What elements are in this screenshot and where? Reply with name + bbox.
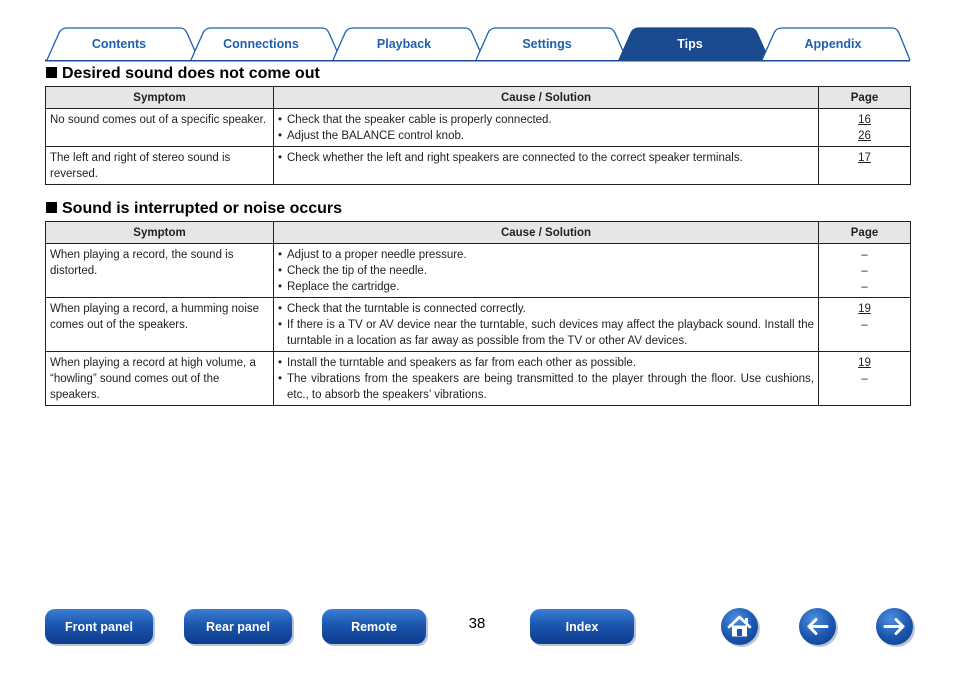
- cause-item: • Check that the turntable is connected correctly.: [278, 301, 814, 317]
- table-row: [46, 244, 911, 298]
- table-header-row: [46, 222, 911, 244]
- cause-item: • The vibrations from the speakers are being transmitted to the player through the floor. Use cushions, etc., to absorb the speakers’ vibrations.: [278, 371, 814, 403]
- page-value: –: [861, 281, 868, 293]
- page-value: –: [861, 265, 868, 277]
- column-header-page: Page: [819, 87, 911, 109]
- page-link[interactable]: 19: [858, 357, 871, 369]
- back-button[interactable]: [799, 608, 836, 645]
- page-cell: [819, 352, 911, 406]
- square-bullet-icon: [46, 67, 57, 78]
- cause-cell: [274, 298, 819, 352]
- page-value: –: [861, 319, 868, 331]
- symptom-cell: The left and right of stereo sound is reversed.: [46, 147, 274, 185]
- tab-playback[interactable]: Playback: [376, 37, 432, 51]
- page-link[interactable]: 17: [858, 152, 871, 164]
- cause-item: • Adjust the BALANCE control knob.: [278, 128, 814, 144]
- page-cell: [819, 244, 911, 298]
- page-link[interactable]: 26: [858, 130, 871, 142]
- home-button[interactable]: [721, 608, 758, 645]
- tab-connections[interactable]: Connections: [223, 37, 299, 51]
- home-icon: [721, 608, 758, 645]
- cause-item: • Check the tip of the needle.: [278, 263, 814, 279]
- page-number: 38: [468, 615, 486, 632]
- column-header-page: Page: [819, 222, 911, 244]
- front-panel-button[interactable]: Front panel: [45, 609, 153, 644]
- cause-cell: [274, 352, 819, 406]
- page-value: –: [861, 373, 868, 385]
- page-value: –: [861, 249, 868, 261]
- symptom-cell: When playing a record, the sound is distorted.: [46, 244, 274, 298]
- cause-cell: [274, 109, 819, 147]
- tab-contents[interactable]: Contents: [91, 37, 147, 51]
- cause-item: • If there is a TV or AV device near the turntable, such devices may affect the playback sound. Install the turntable in a location as far away as possible from the TV or other AV devices.: [278, 317, 814, 349]
- cause-item: • Replace the cartridge.: [278, 279, 814, 295]
- symptom-cell: No sound comes out of a specific speaker.: [46, 109, 274, 147]
- page-cell: [819, 109, 911, 147]
- troubleshooting-table: [45, 221, 911, 406]
- forward-button[interactable]: [876, 608, 913, 645]
- table-row: [46, 352, 911, 406]
- index-button[interactable]: Index: [530, 609, 634, 644]
- tab-tips[interactable]: Tips: [677, 37, 703, 51]
- section-title-text: Desired sound does not come out: [62, 65, 320, 82]
- table-header-row: [46, 87, 911, 109]
- forward-arrow-icon: [876, 608, 913, 645]
- table-row: [46, 109, 911, 147]
- page-link[interactable]: 19: [858, 303, 871, 315]
- table-row: [46, 298, 911, 352]
- column-header-symptom: Symptom: [46, 87, 274, 109]
- back-arrow-icon: [799, 608, 836, 645]
- column-header-symptom: Symptom: [46, 222, 274, 244]
- column-header-cause: Cause / Solution: [274, 87, 819, 109]
- cause-item: • Install the turntable and speakers as far from each other as possible.: [278, 355, 814, 371]
- square-bullet-icon: [46, 202, 57, 213]
- symptom-cell: When playing a record at high volume, a “howling” sound comes out of the speakers.: [46, 352, 274, 406]
- tab-settings[interactable]: Settings: [522, 37, 572, 51]
- page-cell: [819, 298, 911, 352]
- symptom-cell: When playing a record, a humming noise comes out of the speakers.: [46, 298, 274, 352]
- tab-shapes: [0, 0, 954, 64]
- cause-item: • Adjust to a proper needle pressure.: [278, 247, 814, 263]
- section-heading: [46, 64, 320, 84]
- page-cell: [819, 147, 911, 185]
- column-header-cause: Cause / Solution: [274, 222, 819, 244]
- tab-appendix[interactable]: Appendix: [804, 37, 862, 51]
- table-row: [46, 147, 911, 185]
- cause-cell: [274, 244, 819, 298]
- page-link[interactable]: 16: [858, 114, 871, 126]
- rear-panel-button[interactable]: Rear panel: [184, 609, 292, 644]
- section-title-text: Sound is interrupted or noise occurs: [62, 200, 343, 217]
- tab-bar: [0, 0, 954, 64]
- troubleshooting-table: [45, 86, 911, 185]
- cause-cell: [274, 147, 819, 185]
- remote-button[interactable]: Remote: [322, 609, 426, 644]
- cause-item: • Check whether the left and right speakers are connected to the correct speaker terminals.: [278, 150, 814, 166]
- cause-item: • Check that the speaker cable is properly connected.: [278, 112, 814, 128]
- section-heading: [46, 199, 342, 219]
